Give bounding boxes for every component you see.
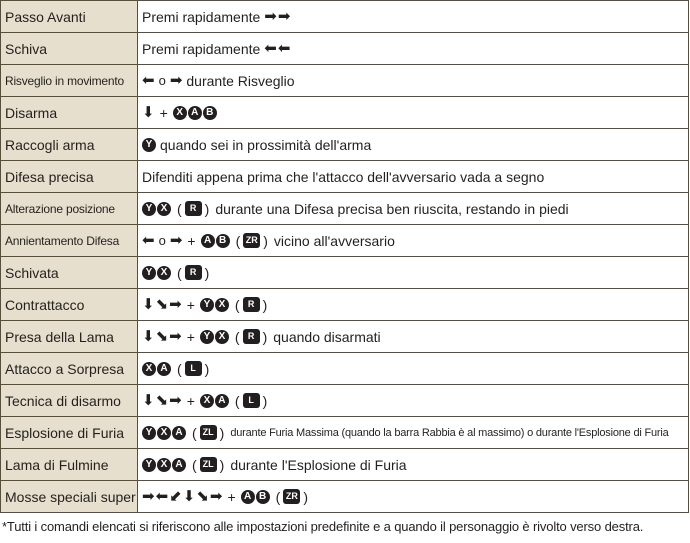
trigger-zr-icon: ZR <box>283 489 300 504</box>
paren-close: ) <box>219 424 225 441</box>
command-name: Schivata <box>1 257 138 289</box>
plus-sign: + <box>186 328 195 345</box>
command-input <box>138 385 689 417</box>
command-description: vicino all'avversario <box>273 232 395 249</box>
trigger-zl-icon: ZL <box>200 457 217 472</box>
button-a-icon: A <box>241 490 255 504</box>
button-x-icon: X <box>215 330 229 344</box>
command-description: Premi rapidamente <box>142 8 261 25</box>
command-row <box>1 321 689 353</box>
plus-sign: + <box>187 232 196 249</box>
alternative-trigger <box>274 489 310 505</box>
button-a-icon: A <box>201 234 215 248</box>
command-name: Passo Avanti <box>1 1 138 33</box>
command-input-sequence <box>142 385 688 416</box>
arrow-left-icon: ⬅ <box>142 72 155 89</box>
command-input <box>138 417 689 449</box>
command-row <box>1 353 689 385</box>
alternative-trigger <box>233 297 269 313</box>
button-b-icon: B <box>203 106 217 120</box>
direction-sequence <box>142 73 155 88</box>
command-name: Schiva <box>1 33 138 65</box>
button-combo <box>142 138 156 152</box>
arrow-downleft-icon: ⬋ <box>169 488 182 505</box>
command-input-sequence <box>142 257 688 288</box>
arrow-right-icon: ➡ <box>209 488 223 505</box>
button-y-icon: Y <box>142 138 156 152</box>
arrow-right-icon: ➡ <box>169 72 183 89</box>
paren-open: ( <box>177 264 182 281</box>
command-input <box>138 289 689 321</box>
command-row <box>1 129 689 161</box>
button-combo <box>201 234 230 248</box>
paren-close: ) <box>204 264 210 281</box>
button-y-icon: Y <box>142 266 156 280</box>
paren-close: ) <box>262 296 268 313</box>
command-row <box>1 289 689 321</box>
direction-sequence <box>142 489 222 504</box>
alternative-trigger <box>234 233 270 249</box>
command-description: quando disarmati <box>273 328 381 345</box>
button-combo <box>200 394 229 408</box>
command-input-sequence <box>142 417 688 448</box>
button-combo <box>173 106 217 120</box>
alternative-trigger <box>233 329 269 345</box>
plus-sign: + <box>227 488 236 505</box>
direction-sequence <box>264 9 290 24</box>
command-input <box>138 1 689 33</box>
command-name: Presa della Lama <box>1 321 138 353</box>
button-y-icon: Y <box>142 458 156 472</box>
command-input-sequence <box>142 97 688 128</box>
command-description: durante Furia Massima (quando la barra Rabbia è al massimo) o durante l'Esplosione di Furia <box>230 426 669 439</box>
paren-close: ) <box>303 488 308 505</box>
paren-open: ( <box>234 328 240 345</box>
button-y-icon: Y <box>142 426 156 440</box>
command-input <box>138 449 689 481</box>
button-y-icon: Y <box>200 330 214 344</box>
arrow-downright-icon: ⬊ <box>155 392 169 409</box>
command-name: Mosse speciali super <box>1 481 138 513</box>
arrow-left-icon: ⬅ <box>155 488 169 505</box>
command-input-sequence <box>142 33 688 64</box>
arrow-down-icon: ⬇ <box>142 328 155 345</box>
button-a-icon: A <box>172 426 186 440</box>
paren-open: ( <box>192 456 197 473</box>
command-name: Contrattacco <box>1 289 138 321</box>
footnote: *Tutti i comandi elencati si riferiscono alle impostazioni predefinite e a quando il personaggio è rivolto verso destra. <box>2 519 644 534</box>
command-description: durante Risveglio <box>186 72 295 89</box>
button-a-icon: A <box>215 394 229 408</box>
paren-open: ( <box>192 424 197 441</box>
arrow-down-icon: ⬇ <box>142 104 155 121</box>
arrow-downright-icon: ⬊ <box>155 328 169 345</box>
command-row <box>1 417 689 449</box>
command-input <box>138 193 689 225</box>
button-a-icon: A <box>188 106 202 120</box>
alternative-trigger <box>175 265 211 281</box>
command-input <box>138 481 689 513</box>
command-row <box>1 1 689 33</box>
command-input <box>138 33 689 65</box>
direction-sequence <box>142 233 155 248</box>
plus-sign: + <box>186 296 195 313</box>
alternative-trigger <box>233 393 269 409</box>
button-x-icon: X <box>157 458 171 472</box>
commands-table-body <box>1 1 689 513</box>
direction-sequence <box>170 73 183 88</box>
button-combo <box>142 458 186 472</box>
arrow-right-icon: ➡ <box>142 488 155 505</box>
paren-open: ( <box>275 488 281 505</box>
command-name: Annientamento Difesa <box>1 225 138 257</box>
command-input <box>138 353 689 385</box>
command-name: Disarma <box>1 97 138 129</box>
trigger-zl-icon: ZL <box>200 425 217 440</box>
button-x-icon: X <box>200 394 214 408</box>
button-a-icon: A <box>172 458 186 472</box>
arrow-left-icon: ⬅ <box>264 40 277 57</box>
arrow-right-icon: ➡ <box>169 232 183 249</box>
command-input <box>138 257 689 289</box>
command-name: Esplosione di Furia <box>1 417 138 449</box>
command-row <box>1 193 689 225</box>
command-input <box>138 129 689 161</box>
command-row <box>1 161 689 193</box>
paren-close: ) <box>262 392 268 409</box>
arrow-right-icon: ➡ <box>169 296 182 313</box>
button-b-icon: B <box>256 490 270 504</box>
alternative-trigger <box>190 425 226 441</box>
command-name: Difesa precisa <box>1 161 138 193</box>
command-input-sequence <box>142 321 688 352</box>
paren-close: ) <box>204 200 210 217</box>
trigger-r-icon: R <box>185 265 202 280</box>
command-row <box>1 225 689 257</box>
direction-sequence <box>142 105 155 120</box>
trigger-r-icon: R <box>243 329 260 344</box>
button-combo <box>142 426 186 440</box>
or-separator: o <box>158 233 166 248</box>
button-x-icon: X <box>157 426 171 440</box>
command-input <box>138 97 689 129</box>
command-input <box>138 321 689 353</box>
button-x-icon: X <box>157 202 171 216</box>
command-input <box>138 161 689 193</box>
trigger-r-icon: R <box>185 201 202 216</box>
command-row <box>1 65 689 97</box>
button-b-icon: B <box>216 234 230 248</box>
paren-close: ) <box>204 360 210 377</box>
command-input-sequence <box>142 65 688 96</box>
arrow-left-icon: ⬅ <box>142 232 155 249</box>
button-combo <box>241 490 270 504</box>
command-row <box>1 33 689 65</box>
command-input-sequence <box>142 1 688 32</box>
command-description: durante l'Esplosione di Furia <box>230 456 407 473</box>
button-a-icon: A <box>157 362 171 376</box>
arrow-right-icon: ➡ <box>277 8 291 25</box>
paren-close: ) <box>262 328 268 345</box>
arrow-down-icon: ⬇ <box>142 296 155 313</box>
plus-sign: + <box>186 392 195 409</box>
trigger-l-icon: L <box>185 361 202 376</box>
command-input-sequence <box>142 289 688 320</box>
button-x-icon: X <box>157 266 171 280</box>
paren-open: ( <box>177 200 182 217</box>
command-row <box>1 385 689 417</box>
arrow-right-icon: ➡ <box>169 392 182 409</box>
paren-open: ( <box>234 392 240 409</box>
command-row <box>1 97 689 129</box>
direction-sequence <box>142 393 182 408</box>
command-name: Raccogli arma <box>1 129 138 161</box>
trigger-r-icon: R <box>243 297 260 312</box>
command-description: Difenditi appena prima che l'attacco dell'avversario vada a segno <box>142 168 545 185</box>
button-y-icon: Y <box>200 298 214 312</box>
command-input-sequence <box>142 161 688 192</box>
direction-sequence <box>264 41 290 56</box>
command-description: durante una Difesa precisa ben riuscita, restando in piedi <box>215 200 569 217</box>
paren-open: ( <box>235 232 241 249</box>
button-x-icon: X <box>215 298 229 312</box>
command-input-sequence <box>142 193 688 224</box>
button-combo <box>142 202 171 216</box>
command-description: Premi rapidamente <box>142 40 261 57</box>
command-input-sequence <box>142 481 688 512</box>
command-name: Risveglio in movimento <box>1 65 138 97</box>
paren-open: ( <box>177 360 182 377</box>
button-combo <box>200 330 229 344</box>
command-description: quando sei in prossimità dell'arma <box>160 136 372 153</box>
button-combo <box>142 266 171 280</box>
command-input-sequence <box>142 353 688 384</box>
command-input-sequence <box>142 225 688 256</box>
command-row <box>1 481 689 513</box>
command-name: Lama di Fulmine <box>1 449 138 481</box>
direction-sequence <box>142 297 182 312</box>
command-input-sequence <box>142 129 688 160</box>
button-x-icon: X <box>173 106 187 120</box>
paren-close: ) <box>263 232 268 249</box>
command-input <box>138 65 689 97</box>
arrow-down-icon: ⬇ <box>142 392 155 409</box>
button-x-icon: X <box>142 362 156 376</box>
paren-close: ) <box>219 456 225 473</box>
command-row <box>1 449 689 481</box>
button-y-icon: Y <box>142 202 156 216</box>
plus-sign: + <box>159 104 168 121</box>
arrow-downright-icon: ⬊ <box>196 488 209 505</box>
paren-open: ( <box>234 296 240 313</box>
command-name: Attacco a Sorpresa <box>1 353 138 385</box>
alternative-trigger <box>190 457 226 473</box>
command-row <box>1 257 689 289</box>
command-input <box>138 225 689 257</box>
button-combo <box>200 298 229 312</box>
alternative-trigger <box>175 201 211 217</box>
alternative-trigger <box>175 361 211 377</box>
direction-sequence <box>142 329 182 344</box>
or-separator: o <box>158 73 166 88</box>
arrow-right-icon: ➡ <box>264 8 277 25</box>
button-combo <box>142 362 171 376</box>
arrow-right-icon: ➡ <box>169 328 182 345</box>
command-input-sequence <box>142 449 688 480</box>
arrow-down-icon: ⬇ <box>182 488 196 505</box>
arrow-downright-icon: ⬊ <box>155 296 169 313</box>
command-name: Alterazione posizione <box>1 193 138 225</box>
direction-sequence <box>170 233 183 248</box>
command-name: Tecnica di disarmo <box>1 385 138 417</box>
trigger-zr-icon: ZR <box>243 233 260 248</box>
trigger-l-icon: L <box>243 393 260 408</box>
arrow-left-icon: ⬅ <box>277 40 291 57</box>
